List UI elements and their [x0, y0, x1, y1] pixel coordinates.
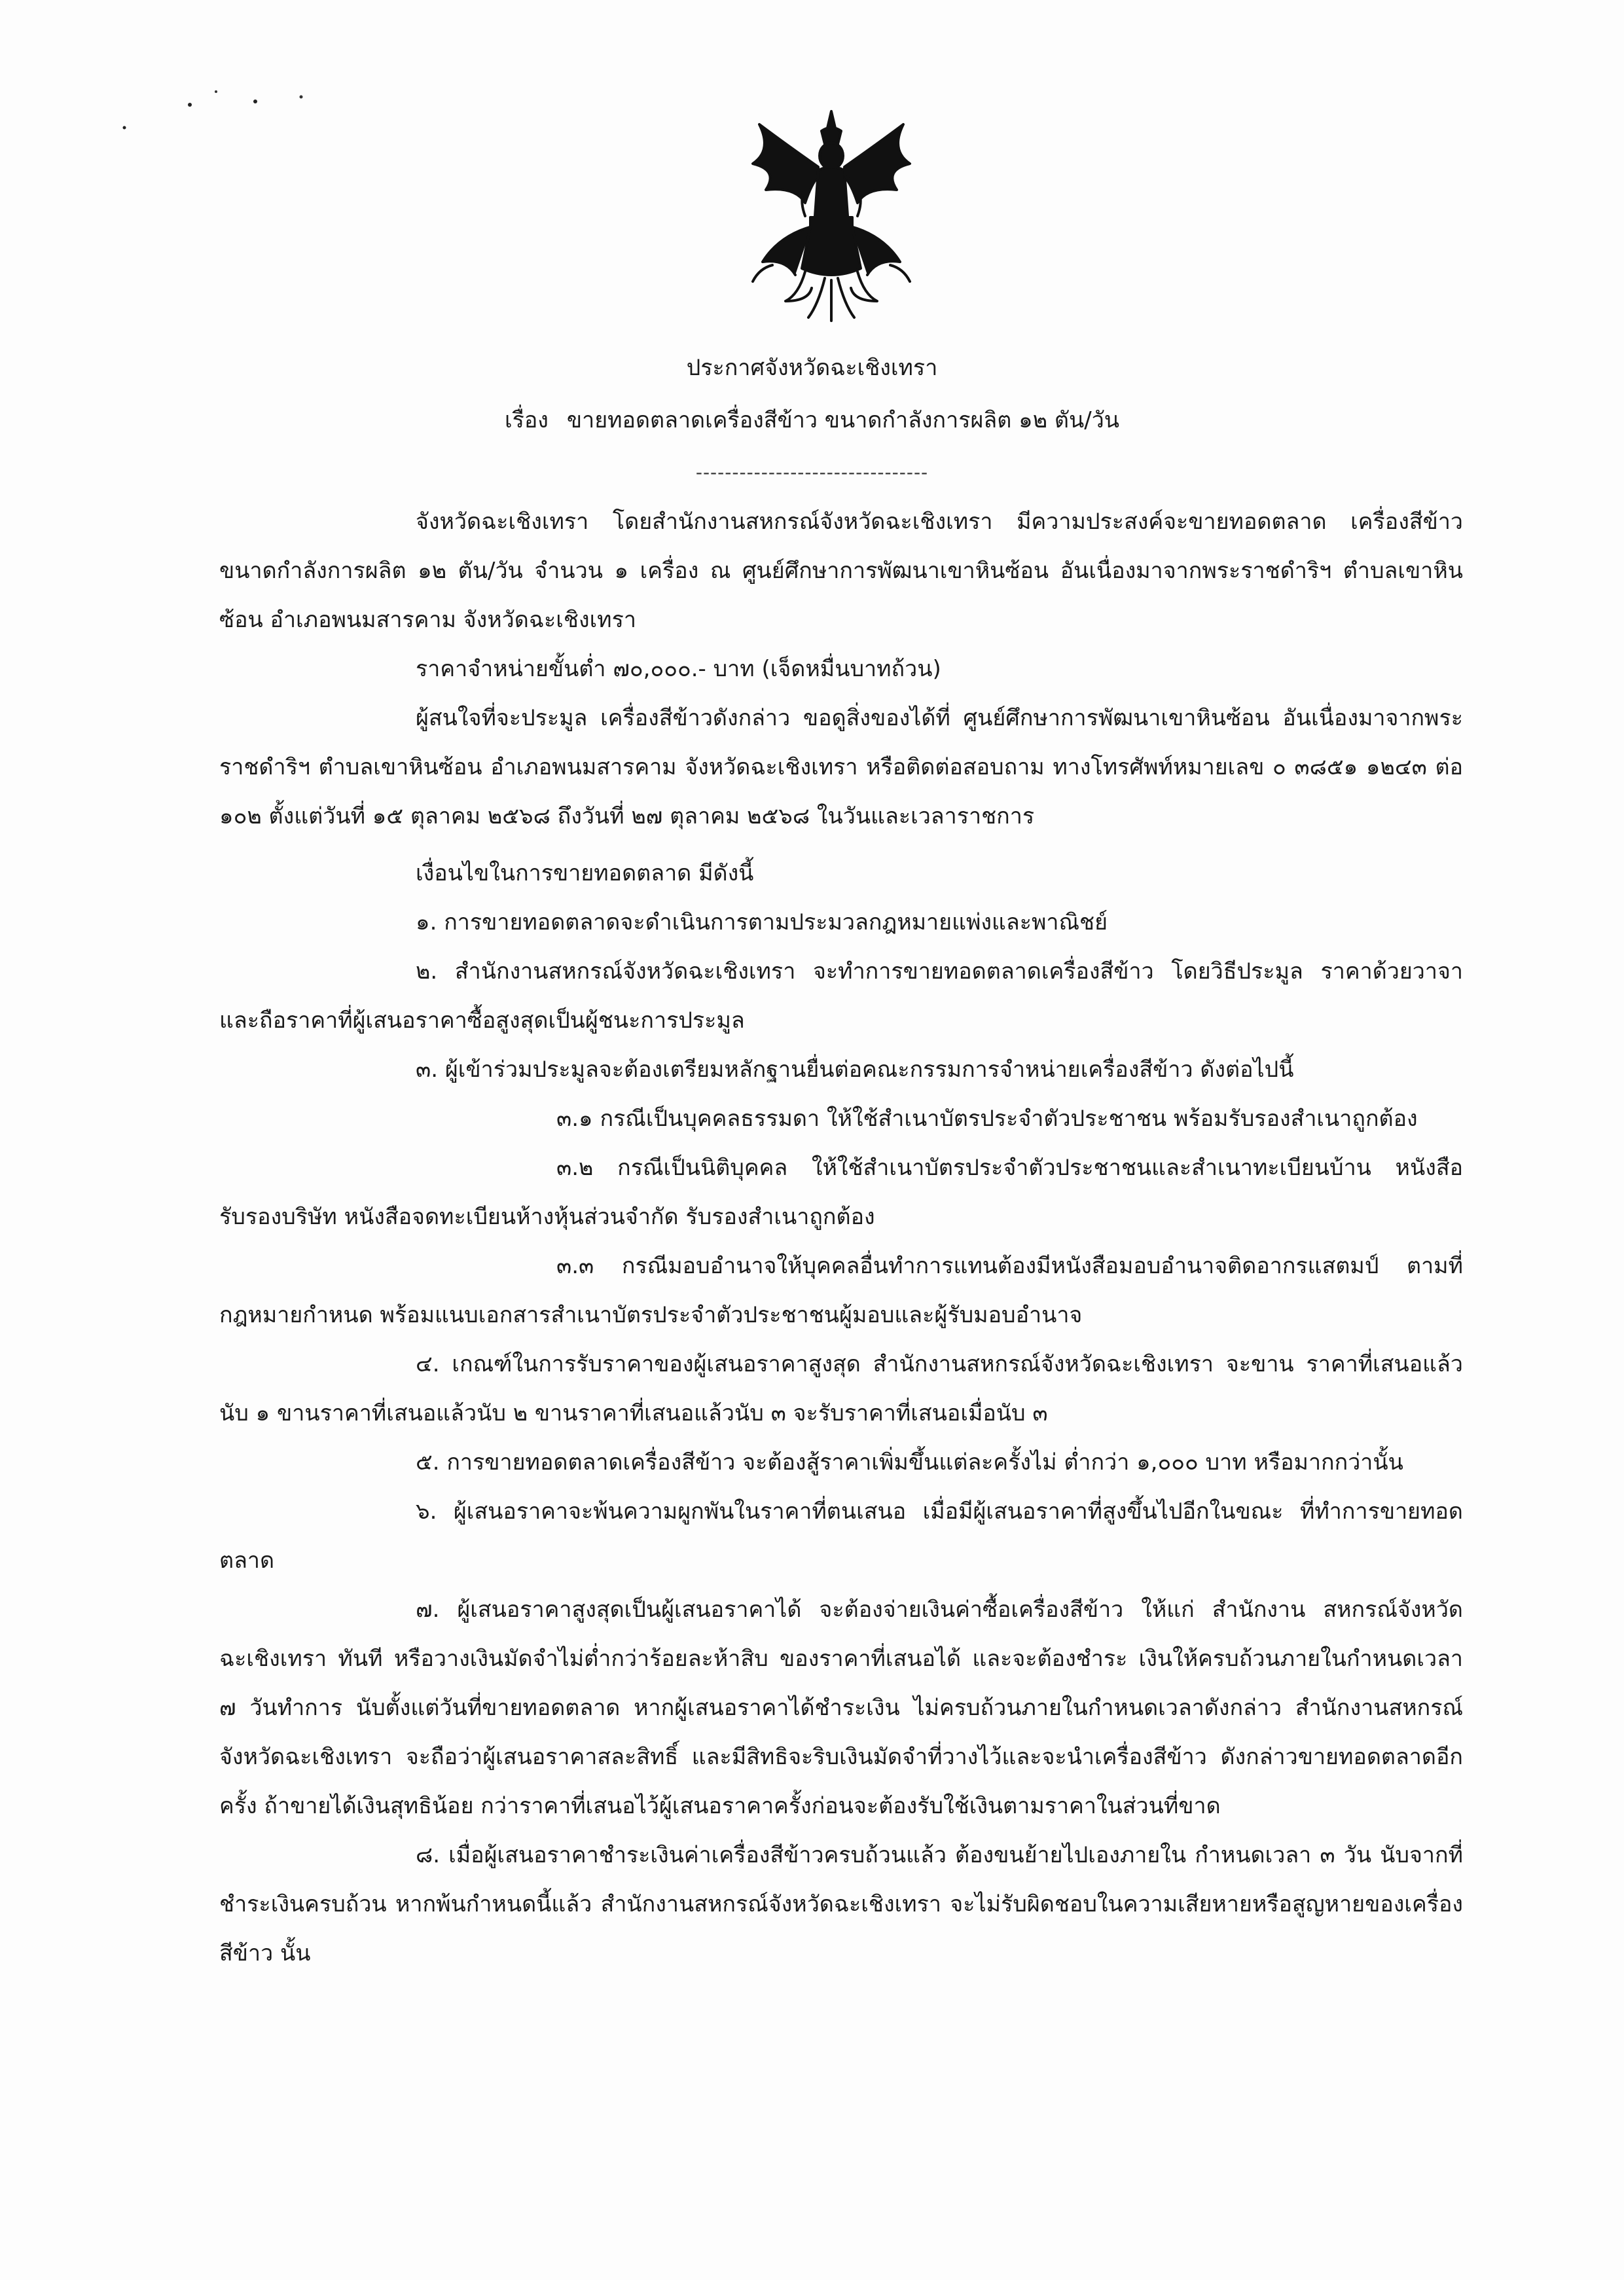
subject-text: ขายทอดตลาดเครื่องสีข้าว ขนาดกำลังการผลิต ๑๒ ตัน/วัน [566, 407, 1120, 433]
paragraph-min-price: ราคาจำหน่ายขั้นต่ำ ๗๐,๐๐๐.- บาท (เจ็ดหมื่นบาทถ้วน) [416, 656, 941, 682]
sub-condition-item: ๓.๓ กรณีมอบอำนาจให้บุคคลอื่นทำการแทนต้องมีหนังสือมอบอำนาจติดอากรแสตมป์ ตามที่กฎหมายกำหนด พร้อมแนบเอกสารสำเนาบัตรประจำตัวประชาชนผู้มอบและผู้รับมอบอำนาจ [219, 1253, 1463, 1328]
paragraph-intro: จังหวัดฉะเชิงเทรา โดยสำนักงานสหกรณ์จังหวัดฉะเชิงเทรา มีความประสงค์จะขายทอดตลาด เครื่องสีข้าว ขนาดกำลังการผลิต ๑๒ ตัน/วัน จำนวน ๑ เครื่อง ณ ศูนย์ศึกษาการพัฒนาเขาหินซ้อน อันเนื่องมาจากพระราชดำริฯ ตำบลเขาหินซ้อน อำเภอพนมสารคาม จังหวัดฉะเชิงเทรา [219, 509, 1464, 633]
separator-line: -------------------------------- [695, 461, 929, 483]
condition-item: ๖. ผู้เสนอราคาจะพ้นความผูกพันในราคาที่ตนเสนอ เมื่อมีผู้เสนอราคาที่สูงขึ้นไปอีกในขณะ ที่ทำการขายทอดตลาด [219, 1498, 1463, 1574]
garuda-emblem-icon [733, 105, 929, 327]
sub-condition-item: ๓.๑ กรณีเป็นบุคคลธรรมดา ให้ใช้สำเนาบัตรประจำตัวประชาชน พร้อมรับรองสำเนาถูกต้อง [556, 1106, 1418, 1132]
condition-item: ๓. ผู้เข้าร่วมประมูลจะต้องเตรียมหลักฐานยื่นต่อคณะกรรมการจำหน่ายเครื่องสีข้าว ดังต่อไปนี้ [416, 1057, 1294, 1083]
subject-label: เรื่อง [504, 407, 549, 433]
document-subject [0, 406, 1624, 435]
sub-condition-item: ๓.๒ กรณีเป็นนิติบุคคล ให้ใช้สำเนาบัตรประจำตัวประชาชนและสำเนาทะเบียนบ้าน หนังสือรับรองบริษัท หนังสือจดทะเบียนห้างหุ้นส่วนจำกัด รับรองสำเนาถูกต้อง [219, 1155, 1463, 1230]
document-title: ประกาศจังหวัดฉะเชิงเทรา [686, 355, 938, 381]
condition-item: ๔. เกณฑ์ในการรับราคาของผู้เสนอราคาสูงสุด สำนักงานสหกรณ์จังหวัดฉะเชิงเทรา จะขาน ราคาที่เสนอแล้วนับ ๑ ขานราคาที่เสนอแล้วนับ ๒ ขานราคาที่เสนอแล้วนับ ๓ จะรับราคาที่เสนอเมื่อนับ ๓ [219, 1351, 1463, 1426]
condition-item: ๕. การขายทอดตลาดเครื่องสีข้าว จะต้องสู้ราคาเพิ่มขึ้นแต่ละครั้งไม่ ต่ำกว่า ๑,๐๐๐ บาท หรือมากกว่านั้น [416, 1449, 1403, 1475]
condition-item: ๘. เมื่อผู้เสนอราคาชำระเงินค่าเครื่องสีข้าวครบถ้วนแล้ว ต้องขนย้ายไปเองภายใน กำหนดเวลา ๓ วัน นับจากที่ชำระเงินครบถ้วน หากพ้นกำหนดนี้แล้ว สำนักงานสหกรณ์จังหวัดฉะเชิงเทรา จะไม่รับผิดชอบในความเสียหายหรือสูญหายของเครื่องสีข้าว นั้น [219, 1842, 1463, 1966]
condition-item: ๗. ผู้เสนอราคาสูงสุดเป็นผู้เสนอราคาได้ จะต้องจ่ายเงินค่าซื้อเครื่องสีข้าว ให้แก่ สำนักงาน สหกรณ์จังหวัดฉะเชิงเทรา ทันที หรือวางเงินมัดจำไม่ต่ำกว่าร้อยละห้าสิบ ของราคาที่เสนอได้ และจะต้องชำระ เงินให้ครบถ้วนภายในกำหนดเวลา ๗ วันทำการ นับตั้งแต่วันที่ขายทอดตลาด หากผู้เสนอราคาได้ชำระเงิน ไม่ครบถ้วนภายในกำหนดเวลาดังกล่าว สำนักงานสหกรณ์จังหวัดฉะเชิงเทรา จะถือว่าผู้เสนอราคาสละสิทธิ์ และมีสิทธิจะริบเงินมัดจำที่วางไว้และจะนำเครื่องสีข้าว ดังกล่าวขายทอดตลาดอีกครั้ง ถ้าขายได้เงินสุทธิน้อย กว่าราคาที่เสนอไว้ผู้เสนอราคาครั้งก่อนจะต้องรับใช้เงินตามราคาในส่วนที่ขาด [219, 1597, 1463, 1819]
condition-item: ๑. การขายทอดตลาดจะดำเนินการตามประมวลกฎหมายแพ่งและพาณิชย์ [416, 909, 1108, 935]
paragraph-conditions-heading: เงื่อนไขในการขายทอดตลาด มีดังนี้ [416, 860, 754, 886]
paragraph-inspection: ผู้สนใจที่จะประมูล เครื่องสีข้าวดังกล่าว ขอดูสิ่งของได้ที่ ศูนย์ศึกษาการพัฒนาเขาหินซ้อน อันเนื่องมาจากพระราชดำริฯ ตำบลเขาหินซ้อน อำเภอพนมสารคาม จังหวัดฉะเชิงเทรา หรือติดต่อสอบถาม ทางโทรศัพท์หมายเลข ๐ ๓๘๕๑ ๑๒๔๓ ต่อ ๑๐๒ ตั้งแต่วันที่ ๑๕ ตุลาคม ๒๕๖๘ ถึงวันที่ ๒๗ ตุลาคม ๒๕๖๘ ในวันและเวลาราชการ [219, 705, 1463, 829]
condition-item: ๒. สำนักงานสหกรณ์จังหวัดฉะเชิงเทรา จะทำการขายทอดตลาดเครื่องสีข้าว โดยวิธีประมูล ราคาด้วยวาจา และถือราคาที่ผู้เสนอราคาซื้อสูงสุดเป็นผู้ชนะการประมูล [219, 958, 1463, 1034]
document-body [219, 498, 1463, 1978]
scan-specks [111, 79, 334, 144]
